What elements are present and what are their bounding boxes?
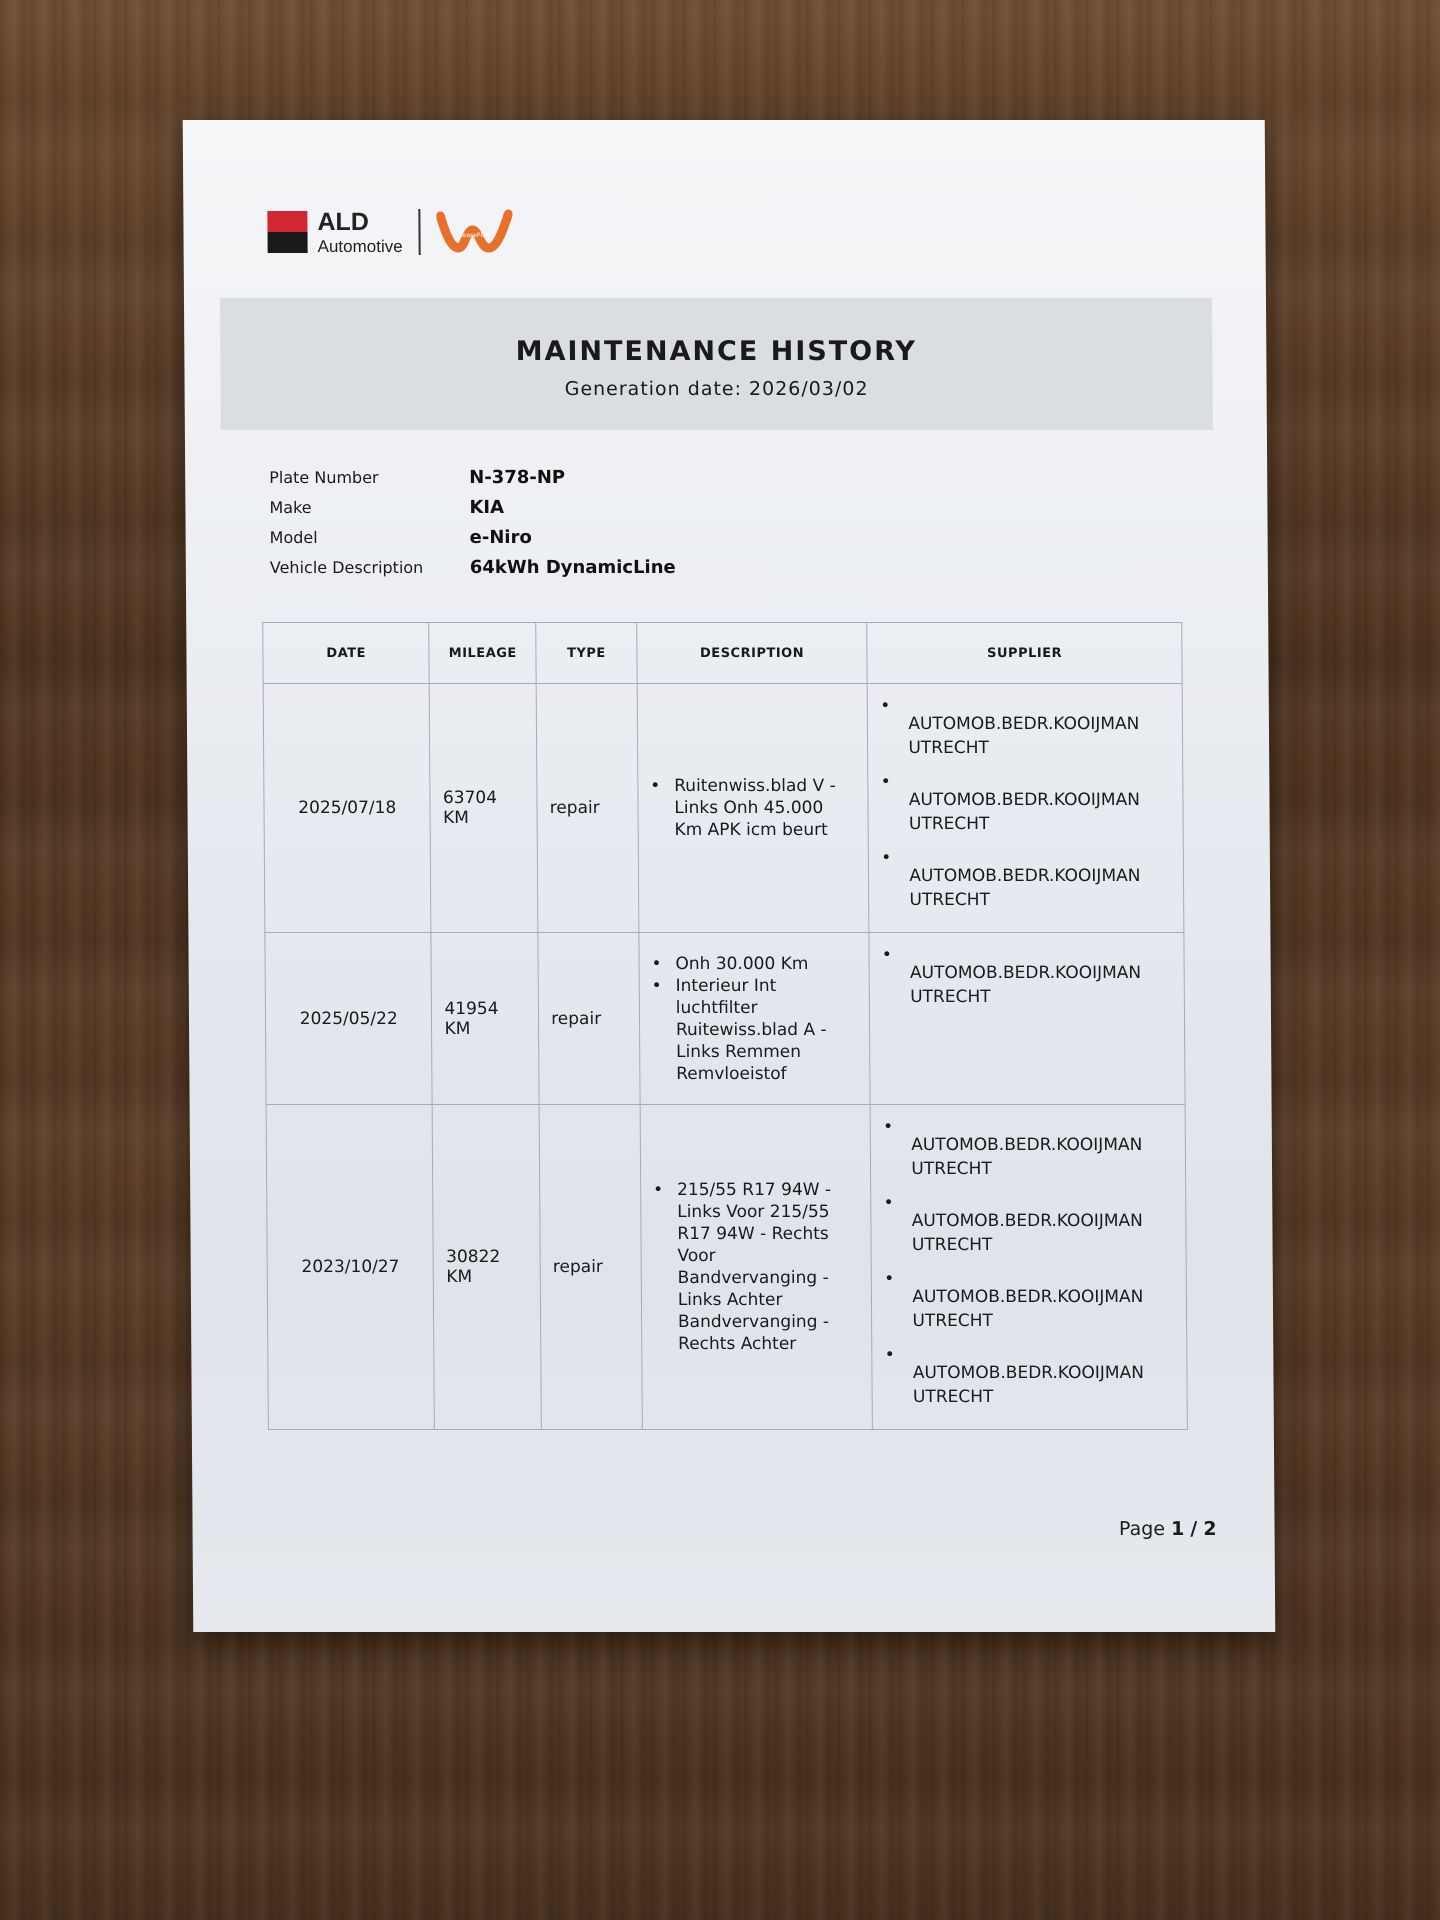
supplier-item: • AUTOMOB.BEDR.KOOIJMAN UTRECHT <box>883 1117 1143 1179</box>
ald-logo-text <box>317 207 403 256</box>
maintenance-table <box>262 622 1188 1430</box>
page-current: 1 <box>1170 1518 1185 1540</box>
ald-name: ALD <box>317 207 369 236</box>
supplier-text: AUTOMOB.BEDR.KOOIJMAN UTRECHT <box>911 1135 1143 1179</box>
logo-bar <box>267 208 512 256</box>
description-text: 215/55 R17 94W - Links Voor 215/55 R17 94W - Rechts Voor Bandvervanging - Links Achter Bandvervanging - Rechts Achter <box>676 1180 832 1354</box>
supplier-item: • AUTOMOB.BEDR.KOOIJMAN UTRECHT <box>883 1193 1143 1255</box>
description-cell <box>640 1105 873 1430</box>
vehicle-row-description <box>270 552 676 582</box>
supplier-text: AUTOMOB.BEDR.KOOIJMAN UTRECHT <box>908 714 1140 758</box>
title-band <box>220 298 1213 430</box>
page-indicator <box>1119 1518 1217 1540</box>
supplier-cell <box>867 684 1183 933</box>
description-text: Ruitenwiss.blad V - Links Onh 45.000 Km APK icm beurt <box>674 776 836 840</box>
mileage-cell: 63704 KM <box>430 684 538 933</box>
column-header-description: DESCRIPTION <box>637 623 868 684</box>
description-text: Onh 30.000 Km <box>675 953 809 974</box>
table-row <box>266 1105 1187 1430</box>
supplier-text: AUTOMOB.BEDR.KOOIJMAN UTRECHT <box>909 963 1142 1007</box>
supplier-cell <box>870 1105 1187 1430</box>
supplier-cell <box>869 933 1185 1105</box>
description-item: • 215/55 R17 94W - Links Voor 215/55 R17 94W - Rechts Voor Bandvervanging - Links Achter Bandvervanging - Rechts Achter <box>653 1179 860 1355</box>
page-separator: / <box>1190 1518 1198 1540</box>
page-label: Page <box>1118 1518 1166 1540</box>
table-row <box>263 684 1184 933</box>
type-cell: repair <box>539 1105 642 1430</box>
vehicle-label: Plate Number <box>269 467 379 487</box>
vehicle-label: Make <box>269 497 312 517</box>
vehicle-value: N-378-NP <box>469 466 566 488</box>
supplier-item: • AUTOMOB.BEDR.KOOIJMAN UTRECHT <box>884 1269 1144 1331</box>
vehicle-info <box>269 462 676 582</box>
description-cell <box>637 684 869 933</box>
supplier-item: • AUTOMOB.BEDR.KOOIJMAN UTRECHT <box>880 772 1140 834</box>
vehicle-value: KIA <box>469 496 505 518</box>
description-item: • Onh 30.000 Km <box>651 953 809 974</box>
supplier-item: • AUTOMOB.BEDR.KOOIJMAN UTRECHT <box>884 1345 1144 1407</box>
column-header-type: TYPE <box>536 623 637 684</box>
type-cell: repair <box>538 933 640 1105</box>
table-header-row <box>263 623 1182 684</box>
date-cell: 2023/10/27 <box>266 1105 435 1430</box>
supplier-item: • AUTOMOB.BEDR.KOOIJMAN UTRECHT <box>881 848 1141 910</box>
description-text: Interieur Int luchtfilter Ruitewiss.blad A - Links Remmen Remvloeistof <box>675 975 827 1084</box>
vehicle-label: Model <box>269 527 318 547</box>
page-total: 2 <box>1203 1518 1217 1540</box>
supplier-text: AUTOMOB.BEDR.KOOIJMAN UTRECHT <box>908 790 1140 834</box>
description-cell <box>639 933 871 1105</box>
type-cell: repair <box>536 684 638 933</box>
vehicle-label: Vehicle Description <box>269 557 424 577</box>
column-header-date: DATE <box>263 623 430 684</box>
vehicle-row-model <box>270 522 676 552</box>
vehicle-value: 64kWh DynamicLine <box>469 556 676 578</box>
ald-logo-icon <box>267 211 307 253</box>
page-title: MAINTENANCE HISTORY <box>515 336 918 367</box>
leaseplan-wordmark: LeasePlan <box>459 232 490 239</box>
supplier-text: AUTOMOB.BEDR.KOOIJMAN UTRECHT <box>911 1211 1143 1255</box>
date-cell: 2025/05/22 <box>265 933 433 1105</box>
document-page <box>183 120 1276 1632</box>
supplier-text: AUTOMOB.BEDR.KOOIJMAN UTRECHT <box>912 1363 1144 1407</box>
table-row <box>265 933 1185 1105</box>
mileage-cell: 30822 KM <box>433 1105 542 1430</box>
vehicle-value: e-Niro <box>469 526 532 548</box>
supplier-item: • AUTOMOB.BEDR.KOOIJMAN UTRECHT <box>880 696 1140 758</box>
supplier-item: • AUTOMOB.BEDR.KOOIJMAN UTRECHT <box>881 945 1142 1007</box>
mileage-cell: 41954 KM <box>431 933 539 1105</box>
description-item: • Interieur Int luchtfilter Ruitewiss.blad A - Links Remmen Remvloeistof <box>652 975 858 1085</box>
ald-subname: Automotive <box>317 236 403 256</box>
leaseplan-logo-icon <box>436 208 512 256</box>
logo-divider <box>418 209 420 255</box>
vehicle-row-plate <box>269 462 675 492</box>
date-cell: 2025/07/18 <box>263 684 431 933</box>
generation-date: Generation date: 2026/03/02 <box>564 378 869 400</box>
supplier-text: AUTOMOB.BEDR.KOOIJMAN UTRECHT <box>912 1287 1144 1331</box>
description-item: • Ruitenwiss.blad V - Links Onh 45.000 Km APK icm beurt <box>650 775 856 841</box>
vehicle-row-make <box>269 492 675 522</box>
column-header-supplier: SUPPLIER <box>867 623 1182 684</box>
supplier-text: AUTOMOB.BEDR.KOOIJMAN UTRECHT <box>909 866 1141 910</box>
column-header-mileage: MILEAGE <box>429 623 536 684</box>
